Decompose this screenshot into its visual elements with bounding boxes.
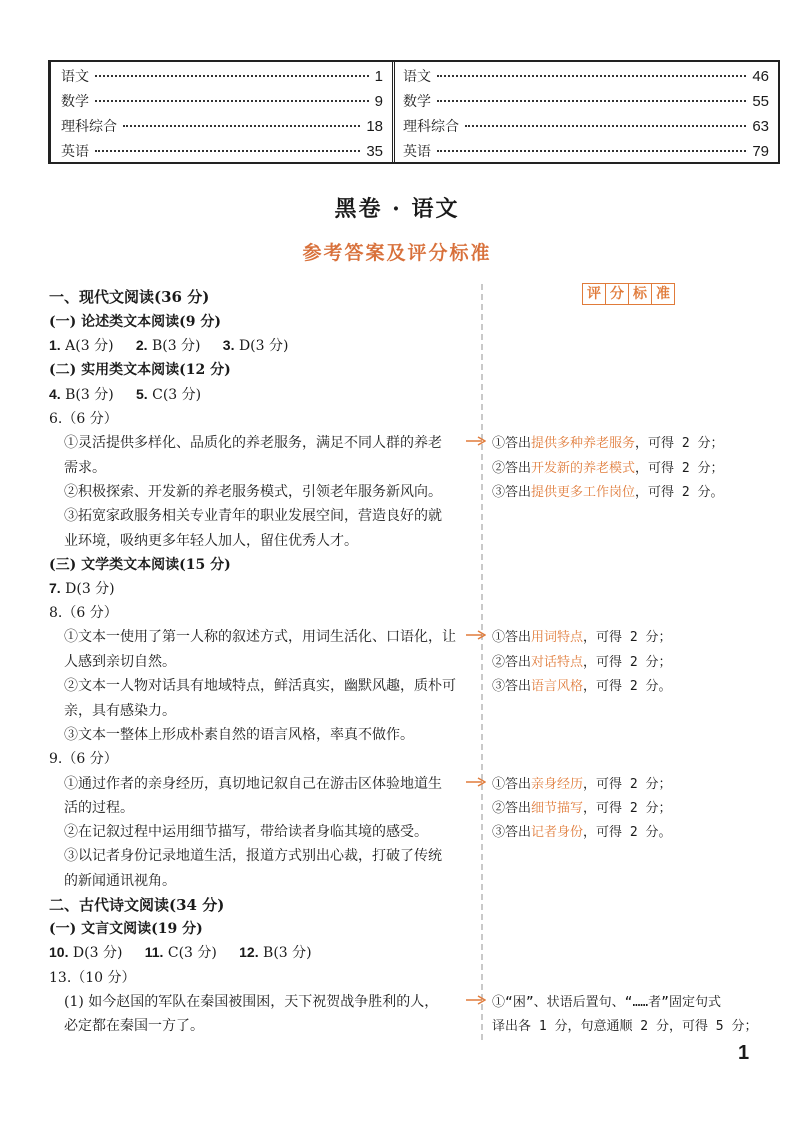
toc-subject: 理科综合 [61,118,117,134]
toc-page: 1 [374,68,383,85]
note-keyword: 用词特点 [531,630,584,645]
scoring-note [492,651,672,670]
scoring-note [492,481,724,500]
badge-char: 评 [583,284,606,304]
arrow-right-icon [466,777,486,787]
answer: A(3 分) [65,338,114,354]
scoring-note [492,675,672,694]
toc-page: 63 [752,118,769,135]
subsection-heading: (一) 文言文阅读(19 分) [49,921,203,937]
toc-subject: 英语 [61,143,89,159]
toc-divider [392,62,395,162]
answer-text: ③以记者身份记录地道生活，报道方式别出心裁，打破了传统 [64,848,442,864]
question-number: 2. [135,337,148,353]
note-keyword: 提供多种养老服务 [531,436,636,451]
answer-text: 亲，具有感染力。 [64,703,176,719]
answer-text: (1) 如今赵国的军队在秦国被围困，天下祝贺战争胜利的人， [64,994,439,1010]
arrow-right-icon [466,630,486,640]
answer-text: ③拓宽家政服务相关专业青年的职业发展空间，营造良好的就 [64,508,442,524]
scoring-note [492,797,672,816]
scoring-note [492,457,724,476]
answer-text: ①灵活提供多样化、品质化的养老服务，满足不同人群的养老 [64,435,442,451]
question-number: 5. [135,386,148,402]
scoring-note [492,432,724,451]
scoring-note: ①“困”、状语后置句、“……者”固定句式 [492,995,721,1010]
toc-entry[interactable] [403,91,769,116]
subsection-heading: (三) 文学类文本阅读(15 分) [49,557,231,573]
answer: D(3 分) [72,945,123,961]
question-number: 1. [49,337,61,353]
answer: D(3 分) [238,338,289,354]
toc-subject: 语文 [403,68,431,84]
note-text: ，可得 2 分。 [583,679,672,694]
dot-leader [123,125,360,127]
answer-text: ②文本一人物对话具有地域特点，鲜活真实，幽默风趣，质朴可 [64,678,456,694]
note-text: ，可得 2 分。 [583,825,672,840]
badge-char: 分 [606,284,629,304]
note-keyword: 语言风格 [531,679,584,694]
note-text: ①答出 [492,777,532,792]
note-text: ①答出 [492,630,532,645]
question-header: 8.（6 分） [49,605,118,621]
section-heading: 一、现代文阅读(36 分) [49,288,210,306]
answer: B(3 分) [151,338,201,354]
toc-page: 9 [374,93,383,110]
note-text: ，可得 2 分； [635,461,724,476]
table-of-contents [48,60,780,164]
toc-page: 35 [366,143,383,160]
arrow-right-icon [466,995,486,1005]
dot-leader [437,150,746,152]
note-text: ③答出 [492,825,532,840]
scoring-note: 译出各 1 分，句意通顺 2 分，可得 5 分； [492,1019,758,1034]
note-text: ②答出 [492,801,532,816]
question-number: 3. [222,337,235,353]
toc-column-right [403,66,769,166]
scoring-note [492,626,672,645]
toc-subject: 数学 [403,93,431,109]
question-header: 13.（10 分） [49,970,136,986]
page-number: 1 [738,1042,750,1064]
note-keyword: 对话特点 [531,655,584,670]
answer-text: ①通过作者的亲身经历，真切地记叙自己在游击区体验地道生 [64,776,442,792]
answer-line [49,578,115,598]
badge-char: 标 [629,284,652,304]
toc-entry[interactable] [403,66,769,91]
answer-text: 活的过程。 [64,800,134,816]
toc-entry[interactable] [61,116,383,141]
question-number: 10. [49,944,69,960]
note-keyword: 亲身经历 [531,777,584,792]
dot-leader [95,100,369,102]
toc-subject: 语文 [61,68,89,84]
question-number: 11. [144,944,164,960]
column-separator [481,284,483,1040]
toc-entry[interactable] [61,91,383,116]
subsection-heading: (二) 实用类文本阅读(12 分) [49,362,231,378]
answer: B(3 分) [65,387,114,403]
answer-text: 需求。 [64,460,106,476]
note-text: ，可得 2 分。 [635,485,724,500]
dot-leader [95,150,360,152]
toc-page: 55 [752,93,769,110]
page-subtitle: 参考答案及评分标准 [302,242,492,264]
answer-text: ②积极探索、开发新的养老服务模式，引领老年服务新风向。 [64,484,442,500]
answer: C(3 分) [152,387,202,403]
toc-entry[interactable] [61,66,383,91]
toc-page: 18 [366,118,383,135]
answer-text: 人感到亲切自然。 [64,654,176,670]
dot-leader [437,75,746,77]
note-text: ②答出 [492,655,532,670]
arrow-right-icon [466,436,486,446]
note-text: ，可得 2 分； [583,801,672,816]
note-keyword: 记者身份 [531,825,584,840]
question-number: 7. [49,580,61,596]
dot-leader [465,125,746,127]
answer-text: 的新闻通讯视角。 [64,873,176,889]
note-text: ，可得 2 分； [583,630,672,645]
question-header: 6.（6 分） [49,411,118,427]
page-title: 黑卷 · 语文 [334,196,460,222]
scoring-note [492,821,672,840]
scoring-criteria-badge [582,283,675,305]
dot-leader [437,100,746,102]
note-text: ，可得 2 分； [583,655,672,670]
note-text: ③答出 [492,485,532,500]
note-text: ②答出 [492,461,532,476]
answer-text: 业环境，吸纳更多年轻人加人，留住优秀人才。 [64,533,358,549]
question-header: 9.（6 分） [49,751,118,767]
toc-page: 46 [752,68,769,85]
answer: D(3 分) [65,581,115,597]
answer-line [49,335,288,355]
note-text: ①答出 [492,436,532,451]
note-text: ，可得 2 分； [635,436,724,451]
badge-char: 准 [656,286,670,302]
answer-text: ③文本一整体上形成朴素自然的语言风格，率真不做作。 [64,727,414,743]
note-keyword: 开发新的养老模式 [531,461,636,476]
toc-entry[interactable] [403,141,769,166]
answer-text: ②在记叙过程中运用细节描写，带给读者身临其境的感受。 [64,824,428,840]
toc-entry[interactable] [61,141,383,166]
dot-leader [95,75,369,77]
answer: C(3 分) [167,945,217,961]
question-number: 4. [49,386,61,402]
toc-column-left [61,66,383,166]
toc-subject: 数学 [61,93,89,109]
note-text: ，可得 2 分； [583,777,672,792]
answer-line [49,384,201,404]
toc-subject: 理科综合 [403,118,459,134]
answer-text: 必定都在秦国一方了。 [64,1018,204,1034]
toc-page: 79 [752,143,769,160]
question-number: 12. [239,944,259,960]
answer: B(3 分) [263,945,312,961]
toc-subject: 英语 [403,143,431,159]
section-heading: 二、古代诗文阅读(34 分) [49,896,225,914]
scoring-note [492,773,672,792]
toc-entry[interactable] [403,116,769,141]
note-keyword: 细节描写 [531,801,584,816]
answer-text: ①文本一使用了第一人称的叙述方式，用词生活化、口语化，让 [64,629,456,645]
note-text: ③答出 [492,679,532,694]
answer-line [49,942,312,962]
note-keyword: 提供更多工作岗位 [531,485,636,500]
subsection-heading: (一) 论述类文本阅读(9 分) [49,314,221,330]
